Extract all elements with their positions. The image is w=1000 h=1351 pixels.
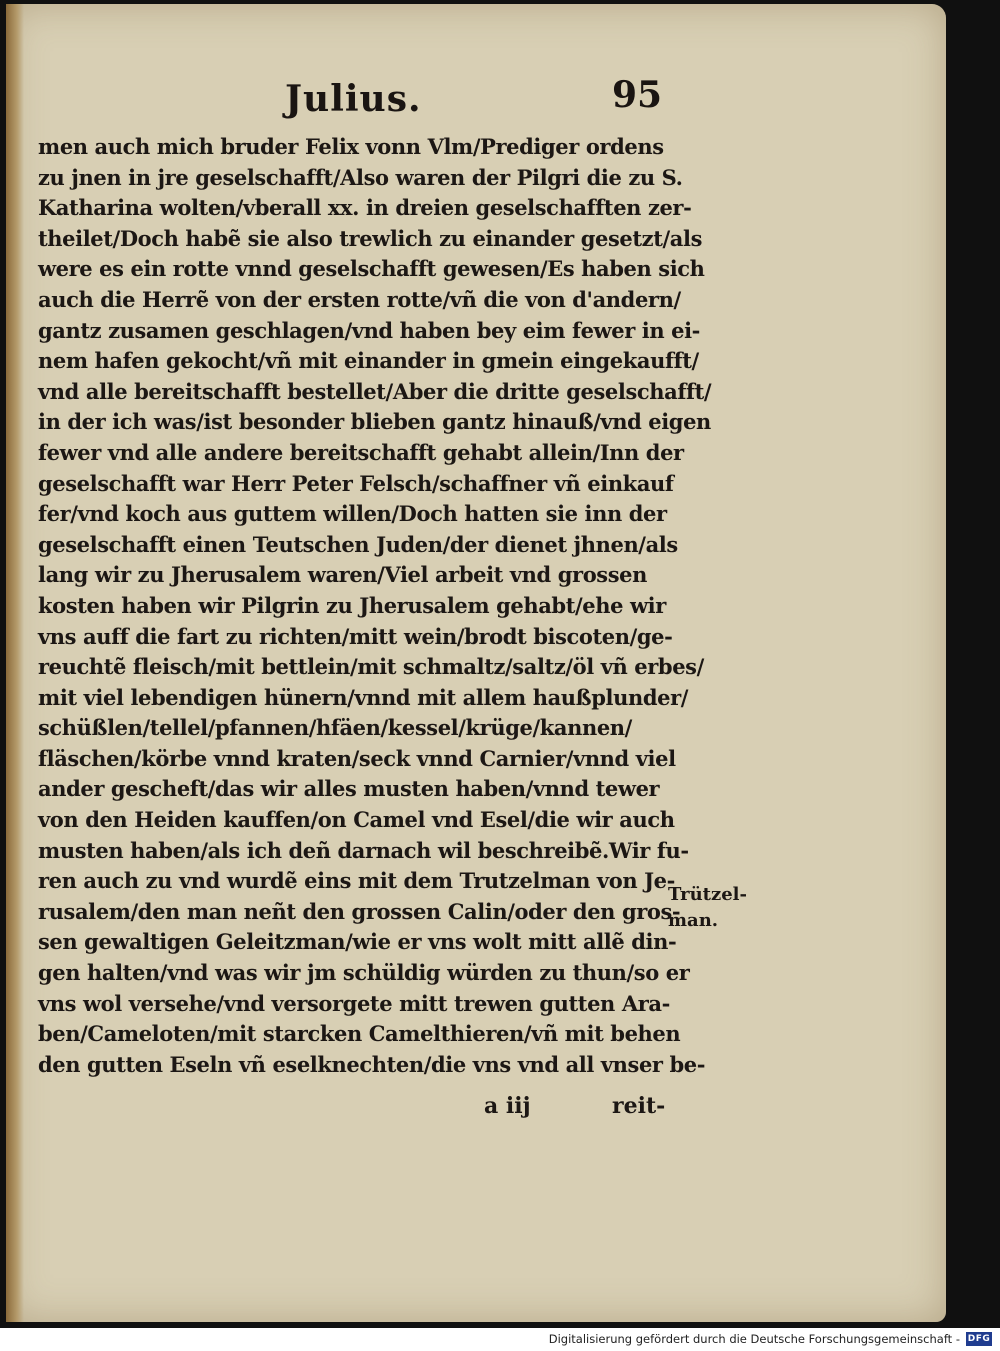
text-line: mit viel lebendigen hünern/vnnd mit allem haußplunder/: [38, 684, 689, 710]
page-binding-edge: [6, 4, 24, 1322]
text-line: ben/Cameloten/mit starcken Camelthieren/vñ mit behen: [38, 1021, 681, 1047]
footer-bar: [0, 1328, 1000, 1351]
text-line: fewer vnd alle andere bereitschafft gehabt allein/Inn der: [38, 439, 684, 465]
text-line: kosten haben wir Pilgrin zu Jherusalem gehabt/ehe wir: [38, 592, 666, 618]
text-line: musten haben/als ich deñ darnach wil beschreibẽ.Wir fu-: [38, 837, 689, 863]
text-line: zu jnen in jre geselschafft/Also waren der Pilgri die zu S.: [38, 164, 683, 190]
text-line: geselschafft war Herr Peter Felsch/schaffner vñ einkauf: [38, 470, 674, 496]
text-line: fer/vnd koch aus guttem willen/Doch hatten sie inn der: [38, 501, 667, 527]
text-line: rusalem/den man neñt den grossen Calin/oder den gros-: [38, 898, 681, 924]
text-line: theilet/Doch habẽ sie also trewlich zu einander gesetzt/als: [38, 225, 702, 251]
text-line: auch die Herrẽ von der ersten rotte/vñ die von d'andern/: [38, 286, 681, 312]
text-line: were es ein rotte vnnd geselschafft gewesen/Es haben sich: [38, 256, 705, 282]
dfg-logo-icon: DFG: [967, 1334, 991, 1344]
text-line: lang wir zu Jherusalem waren/Viel arbeit vnd grossen: [38, 562, 647, 588]
text-line: nem hafen gekocht/vñ mit einander in gmein eingekaufft/: [38, 348, 699, 374]
text-line: vnd alle bereitschafft bestellet/Aber die dritte geselschafft/: [38, 378, 712, 404]
margin-note-line: man.: [668, 910, 719, 931]
catchword: reit-: [612, 1093, 666, 1119]
margin-note: [668, 882, 747, 934]
text-line: geselschafft einen Teutschen Juden/der dienet jhnen/als: [38, 531, 678, 557]
text-line: von den Heiden kauffen/on Camel vnd Esel/die wir auch: [38, 807, 675, 833]
text-line: gen halten/vnd was wir jm schüldig würden zu thun/so er: [38, 960, 690, 986]
text-line: den gutten Eseln vñ eselknechten/die vns vnd all vnser be-: [38, 1051, 706, 1077]
funding-notice: Digitalisierung gefördert durch die Deutsche Forschungsgemeinschaft -: [548, 1332, 960, 1346]
text-line: Katharina wolten/vberall xx. in dreien geselschafften zer-: [38, 195, 692, 221]
running-head: Julius.: [285, 78, 422, 120]
text-line: men auch mich bruder Felix vonn Vlm/Prediger ordens: [38, 134, 664, 159]
text-line: sen gewaltigen Geleitzman/wie er vns wolt mitt allẽ din-: [38, 929, 677, 955]
text-line: in der ich was/ist besonder blieben gantz hinauß/vnd eigen: [38, 409, 711, 435]
margin-note-line: Trützel-: [668, 884, 747, 905]
text-line: reuchtẽ fleisch/mit bettlein/mit schmaltz/saltz/öl vñ erbes/: [38, 654, 704, 680]
page-number: 95: [612, 74, 663, 116]
text-line: vns wol versehe/vnd versorgete mitt trewen gutten Ara-: [38, 990, 670, 1016]
signature-mark: a iij: [484, 1093, 531, 1119]
text-line: gantz zusamen geschlagen/vnd haben bey eim fewer in ei-: [38, 317, 700, 343]
text-line: vns auff die fart zu richten/mitt wein/brodt biscoten/ge-: [38, 623, 673, 649]
text-line: ren auch zu vnd wurdẽ eins mit dem Trutzelman von Je-: [38, 868, 675, 894]
text-line: schüßlen/tellel/pfannen/hfäen/kessel/krüge/kannen/: [38, 715, 632, 741]
text-line: ander gescheft/das wir alles musten haben/vnnd tewer: [38, 776, 660, 802]
text-line: fläschen/körbe vnnd kraten/seck vnnd Carnier/vnnd viel: [38, 745, 676, 771]
